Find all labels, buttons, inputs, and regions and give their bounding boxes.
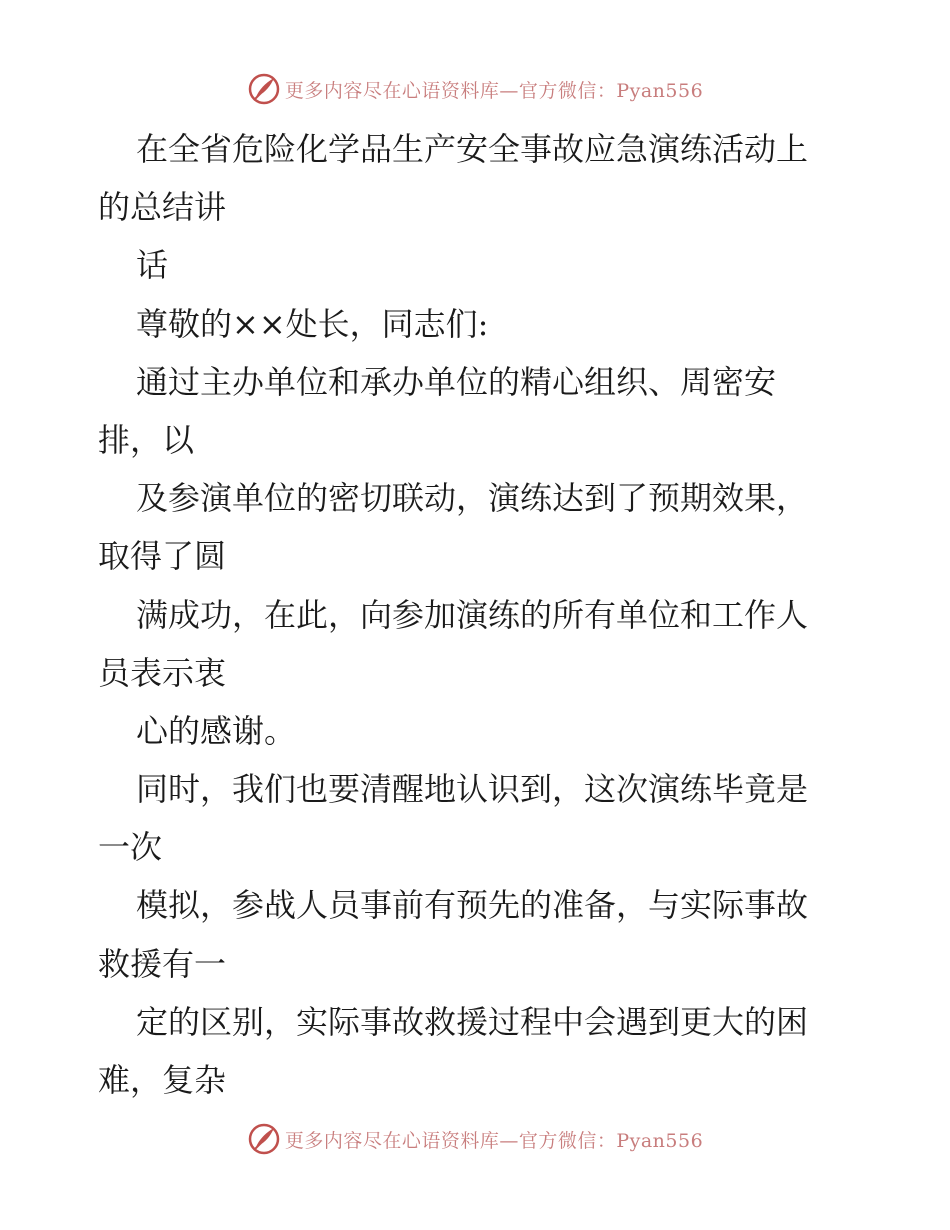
text-line: 一次 [98, 828, 163, 867]
text-line: 员表示衷 [98, 653, 227, 692]
text-line: 通过主办单位和承办单位的精心组织、周密安 [136, 362, 777, 401]
text-line: 话 [136, 246, 169, 285]
text-line: 模拟，参战人员事前有预先的准备，与实际事故 [136, 886, 809, 925]
text-line: 尊敬的××处长，同志们: [136, 304, 489, 343]
header-watermark [0, 72, 950, 106]
footer-watermark [0, 1122, 950, 1156]
text-line: 排，以 [98, 420, 195, 459]
text-line: 难，复杂 [98, 1061, 227, 1099]
quill-logo-icon [247, 72, 281, 106]
text-line: 同时，我们也要清醒地认识到，这次演练毕竟是 [136, 770, 809, 809]
text-line: 及参演单位的密切联动，演练达到了预期效果， [136, 479, 809, 518]
text-line: 心的感谢。 [136, 711, 297, 750]
text-line: 在全省危险化学品生产安全事故应急演练活动上 [136, 130, 809, 168]
header-watermark-text: 更多内容尽在心语资料库—官方微信：Pyan556 [284, 79, 704, 102]
text-line: 定的区别，实际事故救援过程中会遇到更大的困 [136, 1002, 809, 1041]
text-line: 满成功，在此，向参加演练的所有单位和工作人 [136, 595, 809, 634]
text-line: 的总结讲 [98, 188, 227, 227]
document-body [98, 120, 868, 1109]
text-line: 救援有一 [98, 944, 227, 983]
footer-watermark-text: 更多内容尽在心语资料库—官方微信：Pyan556 [284, 1129, 704, 1152]
quill-logo-icon [247, 1122, 281, 1156]
text-line: 取得了圆 [98, 537, 227, 576]
